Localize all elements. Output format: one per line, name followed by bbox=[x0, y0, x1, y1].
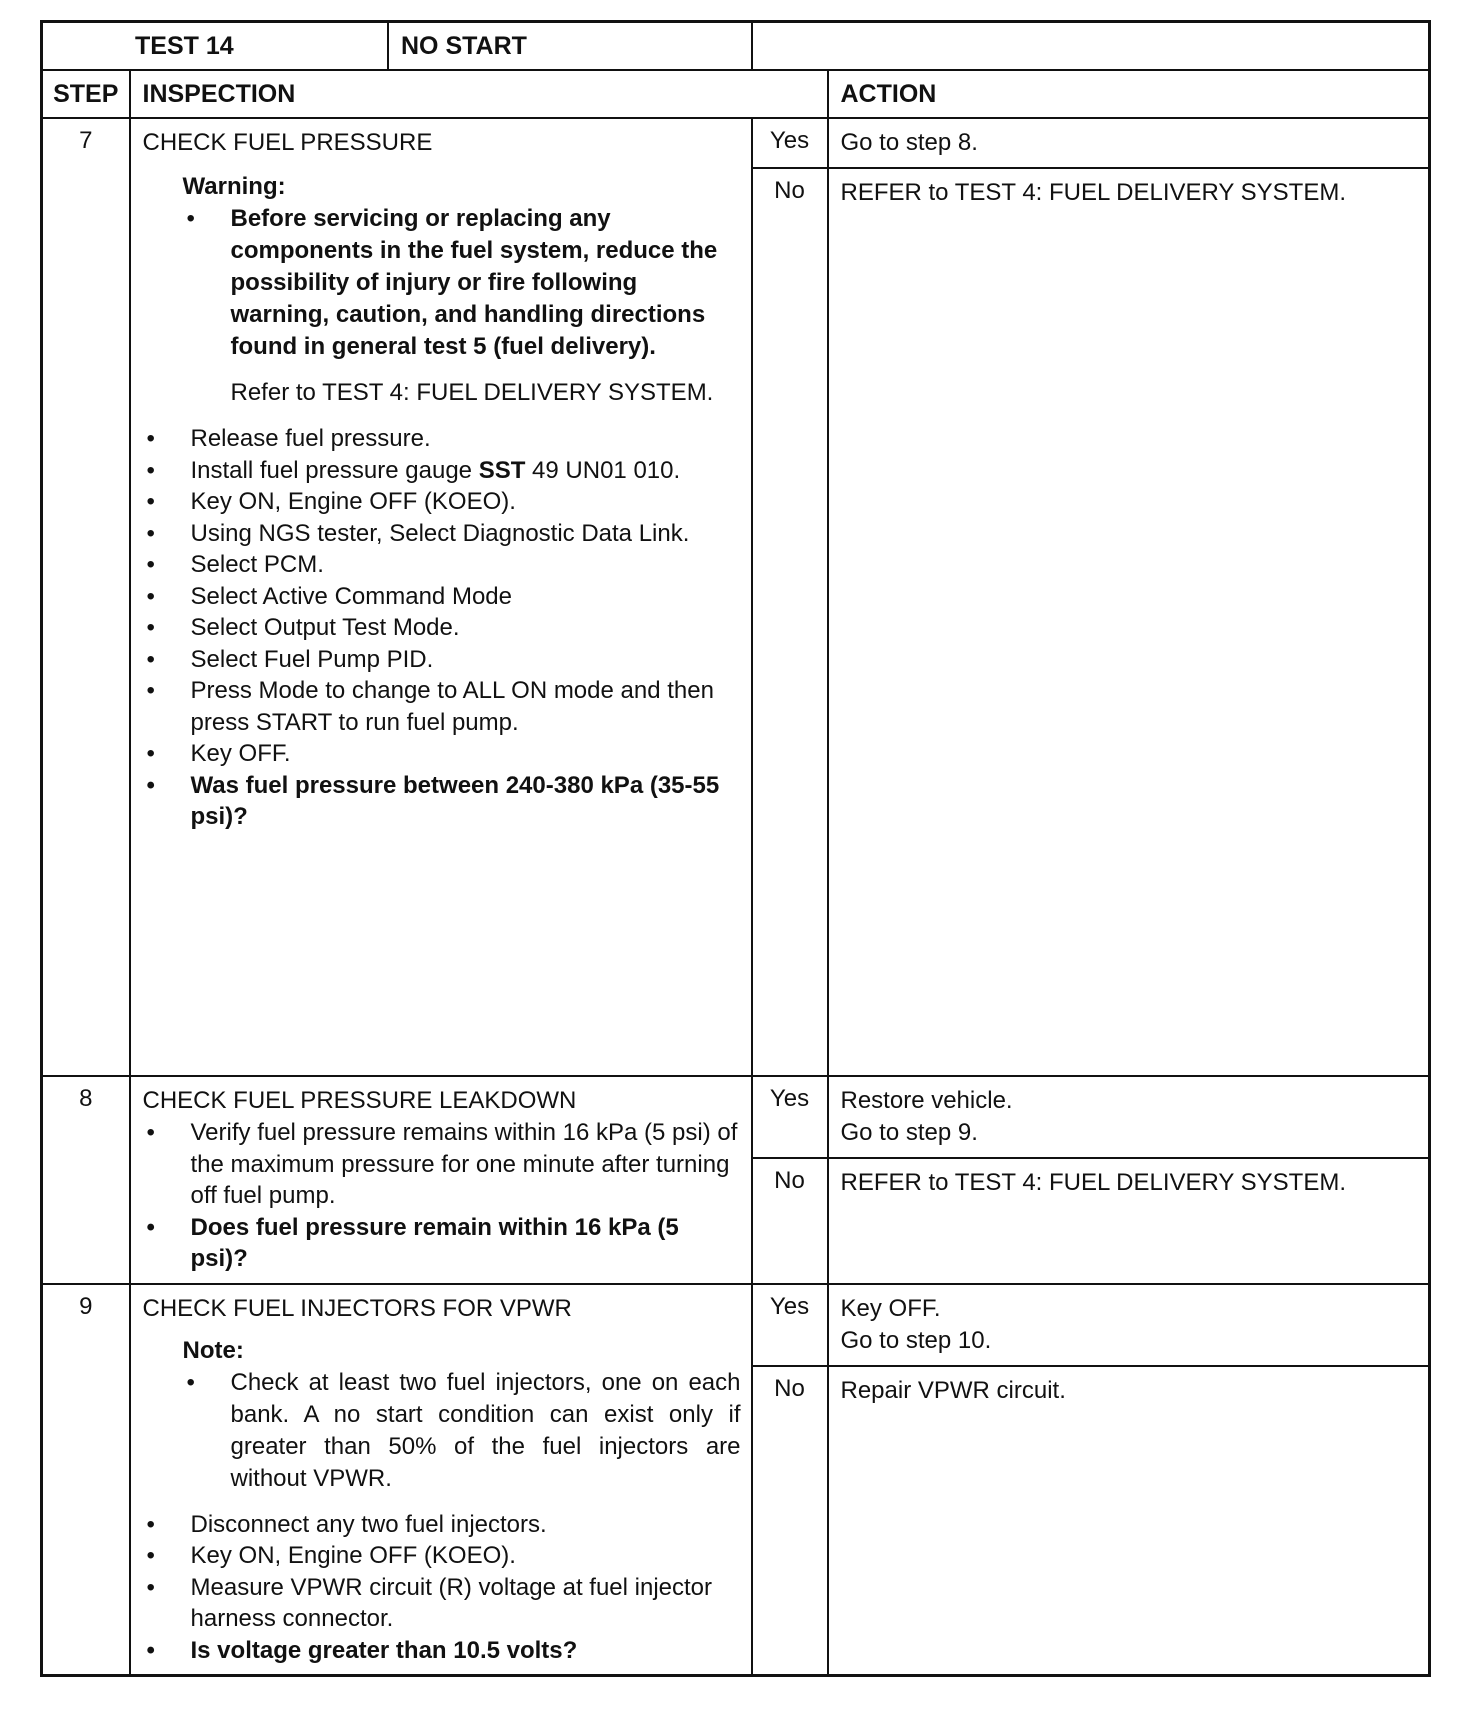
warning-list bbox=[183, 203, 741, 363]
diagnostic-page bbox=[40, 20, 1428, 1677]
step-title: CHECK FUEL INJECTORS FOR VPWR bbox=[142, 1294, 572, 1322]
yes-label: Yes bbox=[752, 118, 828, 168]
yes-label: Yes bbox=[752, 1076, 828, 1158]
list-item: • Verify fuel pressure remains within 16 kPa (5 psi) of the maximum pressure for one minute after turning off fuel pump. bbox=[143, 1117, 741, 1212]
step-number: 9 bbox=[42, 1284, 130, 1676]
list-item: • Select PCM. bbox=[143, 549, 741, 581]
action-line: Key OFF. bbox=[840, 1294, 941, 1322]
list-item: • Disconnect any two fuel injectors. bbox=[143, 1509, 741, 1541]
step-column-header: STEP bbox=[42, 70, 130, 118]
gauge-text: Install fuel pressure gauge bbox=[190, 456, 473, 484]
no-action: Repair VPWR circuit. bbox=[828, 1366, 1430, 1676]
action-line: Go to step 9. bbox=[840, 1119, 978, 1146]
step-7-row-yes bbox=[42, 118, 1430, 168]
gauge-part: 49 UN01 010. bbox=[532, 456, 681, 484]
list-item: • Select Fuel Pump PID. bbox=[143, 644, 741, 676]
list-item bbox=[143, 455, 741, 487]
step-9-inspection bbox=[130, 1284, 752, 1676]
diagnostic-table bbox=[40, 20, 1431, 1677]
warning-label: Warning: bbox=[182, 173, 286, 200]
yes-action bbox=[828, 1284, 1430, 1366]
refer-text: Refer to TEST 4: FUEL DELIVERY SYSTEM. bbox=[230, 379, 714, 406]
list-item: • Release fuel pressure. bbox=[143, 423, 741, 455]
step-title: CHECK FUEL PRESSURE bbox=[142, 129, 433, 156]
no-label: No bbox=[752, 1158, 828, 1284]
yes-label: Yes bbox=[752, 1284, 828, 1366]
no-action: REFER to TEST 4: FUEL DELIVERY SYSTEM. bbox=[828, 168, 1430, 1076]
step-8-inspection bbox=[130, 1076, 752, 1284]
step-number: 8 bbox=[42, 1076, 130, 1284]
yes-action: Go to step 8. bbox=[828, 118, 1430, 168]
step-7-bullets bbox=[143, 423, 741, 833]
no-label: No bbox=[752, 168, 828, 1076]
list-item: • Measure VPWR circuit (R) voltage at fuel injector harness connector. bbox=[143, 1572, 741, 1635]
no-action: REFER to TEST 4: FUEL DELIVERY SYSTEM. bbox=[828, 1158, 1430, 1284]
warning-text: • Before servicing or replacing any components in the fuel system, reduce the possibility of injury or fire following warning, caution, and handling directions found in general test 5 (fuel delivery). bbox=[183, 203, 741, 363]
step-8-bullets bbox=[143, 1117, 741, 1275]
note-text: • Check at least two fuel injectors, one on each bank. A no start condition can exist only if greater than 50% of the fuel injectors are without VPWR. bbox=[183, 1367, 741, 1495]
note-label: Note: bbox=[182, 1336, 244, 1364]
test-header-row bbox=[42, 22, 1430, 71]
step-7-inspection bbox=[130, 118, 752, 1076]
list-item: • Select Output Test Mode. bbox=[143, 612, 741, 644]
test-number: TEST 14 bbox=[43, 23, 388, 69]
step-number: 7 bbox=[42, 118, 130, 1076]
list-item: • Using NGS tester, Select Diagnostic Data Link. bbox=[143, 518, 741, 550]
list-item: • Is voltage greater than 10.5 volts? bbox=[143, 1635, 741, 1667]
action-line: Go to step 10. bbox=[840, 1326, 992, 1354]
list-item: • Does fuel pressure remain within 16 kPa (5 psi)? bbox=[143, 1212, 741, 1275]
list-item: • Press Mode to change to ALL ON mode and then press START to run fuel pump. bbox=[143, 675, 741, 738]
inspection-column-header: INSPECTION bbox=[130, 70, 828, 118]
test-title: NO START bbox=[401, 31, 527, 60]
list-item: • Select Active Command Mode bbox=[143, 581, 741, 613]
step-8-row-yes bbox=[42, 1076, 1430, 1158]
step-title: CHECK FUEL PRESSURE LEAKDOWN bbox=[142, 1087, 577, 1114]
action-column-header: ACTION bbox=[828, 70, 1430, 118]
gauge-sst: SST bbox=[478, 456, 526, 484]
note-list bbox=[183, 1367, 741, 1495]
yes-action bbox=[828, 1076, 1430, 1158]
no-label: No bbox=[752, 1366, 828, 1676]
column-header-row bbox=[42, 70, 1430, 118]
step-9-bullets bbox=[143, 1509, 741, 1667]
action-line: Restore vehicle. bbox=[840, 1087, 1013, 1114]
list-item: • Key ON, Engine OFF (KOEO). bbox=[143, 1540, 741, 1572]
list-item: • Key ON, Engine OFF (KOEO). bbox=[143, 486, 741, 518]
step-9-row-yes bbox=[42, 1284, 1430, 1366]
list-item: • Was fuel pressure between 240-380 kPa (35-55 psi)? bbox=[143, 770, 741, 833]
list-item: • Key OFF. bbox=[143, 738, 741, 770]
